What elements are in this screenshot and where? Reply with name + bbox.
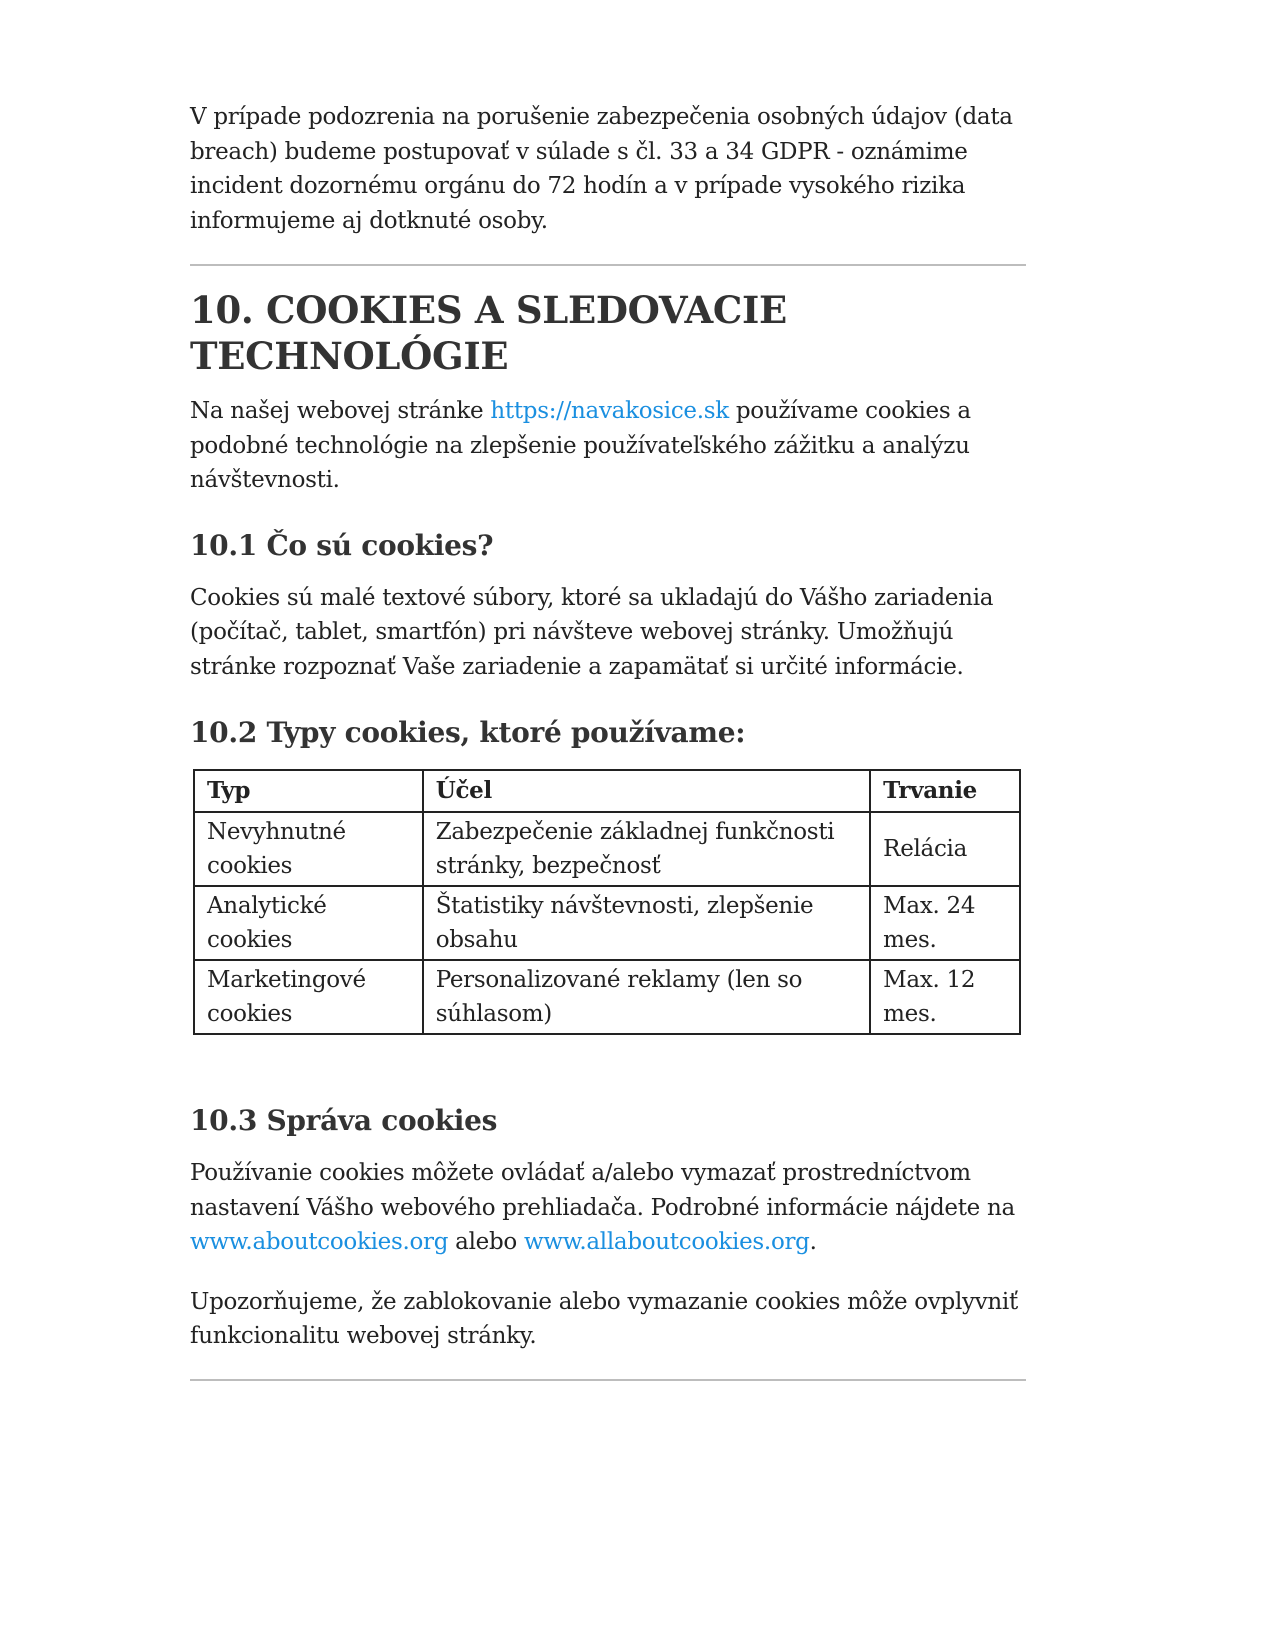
cell-duration: Max. 24 mes. — [870, 886, 1020, 960]
text: . — [809, 1229, 817, 1255]
document-page — [190, 100, 1026, 1381]
cell-type: Marketingové cookies — [194, 960, 423, 1034]
cookie-types-table — [193, 769, 1021, 1035]
subsection-title-10-1: 10.1 Čo sú cookies? — [190, 528, 494, 562]
section-title: 10. COOKIES A SLEDOVACIE TECHNOLÓGIE — [190, 288, 787, 378]
cookie-management-text — [190, 1156, 1026, 1260]
site-link[interactable]: https://navakosice.sk — [490, 398, 729, 424]
cell-type: Analytické cookies — [194, 886, 423, 960]
text: Na našej webovej stránke — [190, 398, 491, 424]
subsection-title-10-3: 10.3 Správa cookies — [190, 1104, 498, 1137]
table-row — [194, 886, 1020, 960]
section-intro — [190, 394, 1026, 498]
subsection-title-10-2: 10.2 Typy cookies, ktoré používame: — [190, 716, 746, 749]
divider — [190, 264, 1026, 266]
header-purpose: Účel — [423, 770, 870, 812]
header-type: Typ — [194, 770, 423, 812]
cookie-warning: Upozorňujeme, že zablokovanie alebo vymazanie cookies môže ovplyvniť funkcionalitu webovej stránky. — [190, 1288, 1018, 1349]
cell-duration: Relácia — [870, 812, 1020, 886]
cookies-definition: Cookies sú malé textové súbory, ktoré sa ukladajú do Vášho zariadenia (počítač, tablet, smartfón) pri návšteve webovej stránky. Umožňujú stránke rozpoznať Vaše zariadenie a zapamätať si určité informácie. — [190, 584, 994, 680]
header-duration: Trvanie — [870, 770, 1020, 812]
table-row — [194, 812, 1020, 886]
table-row — [194, 960, 1020, 1034]
cell-type: Nevyhnutné cookies — [194, 812, 423, 886]
text: používame cookies a podobné technológie na zlepšenie používateľského zážitku a analýzu návštevnosti. — [190, 398, 971, 493]
cell-purpose: Zabezpečenie základnej funkčnosti stránky, bezpečnosť — [423, 812, 870, 886]
cell-duration: Max. 12 mes. — [870, 960, 1020, 1034]
table-header-row — [194, 770, 1020, 812]
aboutcookies-link[interactable]: www.aboutcookies.org — [190, 1229, 449, 1255]
intro-paragraph: V prípade podozrenia na porušenie zabezpečenia osobných údajov (data breach) budeme postupovať v súlade s čl. 33 a 34 GDPR - oznámime incident dozornému orgánu do 72 hodín a v prípade vysokého rizika informujeme aj dotknuté osoby. — [190, 104, 1013, 234]
divider — [190, 1379, 1026, 1381]
text: Používanie cookies môžete ovládať a/alebo vymazať prostredníctvom nastavení Vášho webového prehliadača. Podrobné informácie nájdete na — [190, 1160, 1015, 1221]
allaboutcookies-link[interactable]: www.allaboutcookies.org — [523, 1229, 810, 1255]
cell-purpose: Personalizované reklamy (len so súhlasom) — [423, 960, 870, 1034]
cell-purpose: Štatistiky návštevnosti, zlepšenie obsahu — [423, 886, 870, 960]
text: alebo — [448, 1229, 524, 1255]
